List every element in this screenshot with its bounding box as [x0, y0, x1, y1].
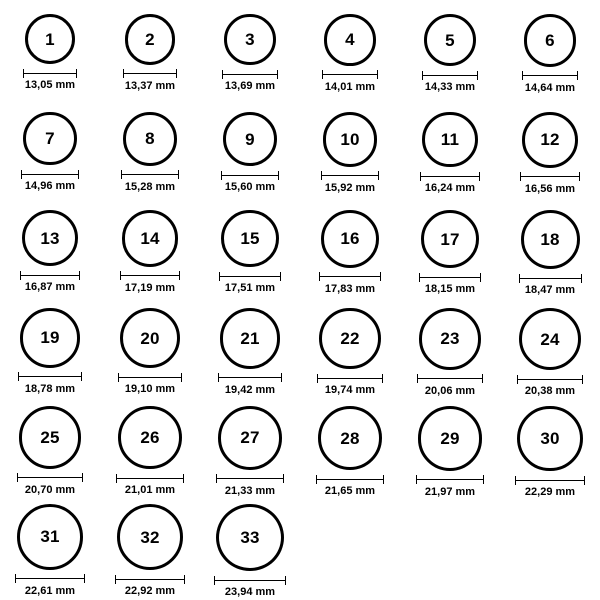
ring-size-number: 8: [145, 129, 155, 149]
caliper-bar: [422, 75, 478, 76]
diameter-label: 20,38 mm: [524, 385, 576, 398]
diameter-label: 19,42 mm: [224, 383, 276, 396]
ring-size-number: 15: [240, 229, 260, 249]
diameter-caliper: [419, 273, 481, 281]
ring-size-cell: [0, 10, 100, 108]
ring-circle: [318, 406, 382, 470]
caliper-bar: [121, 174, 179, 175]
ring-circle: [323, 112, 378, 167]
diameter-caliper: [515, 476, 584, 484]
diameter-caliper: [219, 272, 280, 280]
ring-size-cell: [500, 206, 600, 304]
ring-size-number: 11: [440, 130, 460, 150]
ring-size-cell: [0, 108, 100, 206]
ring-circle: [224, 14, 275, 65]
ring-size-number: 7: [45, 129, 55, 149]
diameter-caliper: [317, 374, 382, 382]
diameter-label: 14,01 mm: [324, 80, 376, 93]
diameter-label: 21,97 mm: [424, 485, 476, 498]
ring-size-cell: [500, 304, 600, 402]
diameter-caliper: [20, 271, 80, 279]
caliper-bar: [419, 277, 481, 278]
ring-circle: [117, 504, 183, 570]
ring-circle: [522, 112, 578, 168]
ring-size-cell: [400, 108, 500, 206]
caliper-bar: [221, 175, 279, 176]
caliper-bar: [116, 478, 183, 479]
diameter-caliper: [322, 71, 378, 79]
ring-size-number: 32: [140, 527, 160, 547]
diameter-label: 18,15 mm: [424, 283, 476, 296]
diameter-caliper: [222, 70, 277, 78]
ring-circle: [223, 112, 277, 166]
ring-size-number: 6: [545, 30, 555, 50]
ring-size-number: 22: [340, 329, 360, 349]
diameter-label: 23,94 mm: [224, 586, 276, 598]
diameter-label: 16,87 mm: [24, 281, 76, 294]
diameter-label: 16,24 mm: [424, 182, 476, 195]
diameter-caliper: [18, 373, 82, 381]
caliper-bar: [417, 378, 483, 379]
ring-size-cell: [100, 10, 200, 108]
ring-size-cell: [0, 304, 100, 402]
ring-circle: [23, 112, 76, 165]
ring-size-number: 24: [540, 329, 560, 349]
ring-circle: [324, 14, 376, 66]
caliper-bar: [420, 176, 479, 177]
diameter-caliper: [519, 274, 582, 282]
diameter-caliper: [214, 576, 286, 584]
diameter-label: 17,83 mm: [324, 282, 376, 295]
diameter-caliper: [116, 474, 183, 482]
ring-size-cell: [0, 206, 100, 304]
caliper-bar: [214, 580, 286, 581]
diameter-caliper: [23, 69, 77, 77]
ring-circle: [421, 210, 479, 268]
diameter-label: 21,65 mm: [324, 485, 376, 498]
diameter-caliper: [522, 72, 579, 80]
ring-circle: [22, 210, 78, 266]
caliper-bar: [219, 276, 280, 277]
diameter-label: 20,06 mm: [424, 384, 476, 397]
diameter-label: 22,29 mm: [524, 486, 576, 499]
ring-size-cell: [300, 304, 400, 402]
ring-circle: [321, 210, 379, 268]
caliper-bar: [15, 578, 85, 579]
ring-size-cell: [400, 402, 500, 500]
caliper-bar: [115, 579, 185, 580]
diameter-label: 15,60 mm: [224, 181, 276, 194]
ring-circle: [517, 406, 582, 471]
caliper-bar: [522, 75, 579, 76]
caliper-bar: [218, 377, 283, 378]
diameter-label: 16,56 mm: [524, 182, 576, 195]
caliper-bar: [515, 480, 584, 481]
ring-size-cell: [200, 206, 300, 304]
caliper-bar: [517, 379, 583, 380]
caliper-bar: [21, 174, 78, 175]
diameter-label: 15,92 mm: [324, 181, 376, 194]
diameter-caliper: [218, 374, 283, 382]
ring-size-number: 23: [440, 329, 460, 349]
diameter-label: 17,51 mm: [224, 282, 276, 295]
caliper-bar: [321, 175, 380, 176]
diameter-caliper: [316, 475, 384, 483]
ring-size-cell: [500, 402, 600, 500]
caliper-bar: [120, 275, 181, 276]
diameter-label: 22,92 mm: [124, 585, 176, 598]
ring-size-cell: [100, 500, 200, 598]
ring-circle: [25, 14, 75, 64]
diameter-caliper: [420, 172, 479, 180]
ring-circle: [319, 308, 380, 369]
ring-size-cell: [200, 304, 300, 402]
diameter-caliper: [417, 375, 483, 383]
caliper-bar: [520, 176, 580, 177]
ring-size-cell: [500, 10, 600, 108]
diameter-label: 18,78 mm: [24, 382, 76, 395]
ring-size-number: 16: [340, 229, 360, 249]
diameter-caliper: [221, 171, 279, 179]
ring-circle: [422, 112, 477, 167]
caliper-bar: [519, 278, 582, 279]
ring-size-number: 2: [145, 29, 155, 49]
diameter-caliper: [115, 575, 185, 583]
caliper-bar: [322, 74, 378, 75]
caliper-bar: [17, 477, 84, 478]
ring-circle: [17, 504, 83, 570]
ring-size-number: 25: [40, 427, 60, 447]
ring-circle: [221, 210, 278, 267]
diameter-label: 21,01 mm: [124, 484, 176, 497]
caliper-bar: [416, 479, 485, 480]
ring-size-cell: [100, 108, 200, 206]
ring-size-cell: [0, 500, 100, 598]
diameter-caliper: [21, 170, 78, 178]
ring-size-number: 12: [540, 130, 560, 150]
ring-size-number: 28: [340, 428, 360, 448]
ring-size-number: 5: [445, 30, 455, 50]
ring-circle: [20, 308, 80, 368]
diameter-label: 21,33 mm: [224, 484, 276, 497]
diameter-caliper: [17, 474, 84, 482]
ring-size-cell: [300, 206, 400, 304]
ring-size-number: 9: [245, 129, 255, 149]
ring-size-number: 13: [40, 228, 60, 248]
ring-size-number: 20: [140, 328, 160, 348]
ring-size-cell: [200, 402, 300, 500]
diameter-caliper: [121, 171, 179, 179]
ring-circle: [521, 210, 580, 269]
ring-size-number: 4: [345, 30, 355, 50]
diameter-label: 14,33 mm: [424, 81, 476, 94]
ring-circle: [120, 308, 180, 368]
diameter-caliper: [416, 476, 485, 484]
ring-size-number: 26: [140, 428, 160, 448]
ring-size-cell: [300, 402, 400, 500]
diameter-label: 19,10 mm: [124, 383, 176, 395]
diameter-label: 13,05 mm: [24, 79, 76, 91]
ring-size-number: 1: [45, 29, 55, 49]
ring-circle: [218, 406, 282, 470]
ring-size-number: 17: [440, 229, 460, 249]
caliper-bar: [316, 479, 384, 480]
caliper-bar: [216, 478, 284, 479]
ring-circle: [216, 504, 284, 571]
caliper-bar: [319, 276, 381, 277]
diameter-label: 19,74 mm: [324, 384, 376, 397]
ring-circle: [419, 308, 481, 370]
ring-size-number: 30: [540, 429, 560, 449]
diameter-label: 13,37 mm: [124, 79, 176, 92]
diameter-caliper: [319, 273, 381, 281]
ring-size-cell: [200, 10, 300, 108]
ring-size-cell: [200, 108, 300, 206]
ring-size-number: 29: [440, 428, 460, 448]
ring-size-cell: [300, 108, 400, 206]
ring-size-cell: [500, 108, 600, 206]
ring-circle: [123, 112, 177, 166]
caliper-bar: [20, 275, 80, 276]
diameter-label: 13,69 mm: [224, 80, 276, 93]
diameter-caliper: [120, 272, 181, 280]
ring-size-cell: [300, 10, 400, 108]
ring-size-number: 3: [245, 30, 255, 50]
diameter-label: 14,64 mm: [524, 81, 576, 94]
ring-circle: [220, 308, 281, 369]
diameter-caliper: [520, 173, 580, 181]
caliper-bar: [317, 378, 382, 379]
ring-size-number: 33: [240, 528, 260, 548]
caliper-bar: [222, 74, 277, 75]
ring-size-number: 27: [240, 428, 260, 448]
ring-circle: [19, 406, 82, 469]
diameter-caliper: [123, 70, 178, 78]
diameter-caliper: [321, 172, 380, 180]
ring-circle: [519, 308, 581, 370]
ring-size-number: 19: [40, 328, 60, 348]
ring-size-cell: [400, 304, 500, 402]
ring-size-cell: [0, 402, 100, 500]
ring-size-number: 10: [340, 129, 360, 149]
diameter-label: 22,61 mm: [24, 584, 76, 597]
diameter-label: 15,28 mm: [124, 180, 176, 193]
ring-size-cell: [100, 304, 200, 402]
ring-size-cell: [100, 402, 200, 500]
ring-circle: [418, 406, 483, 471]
ring-size-cell: [100, 206, 200, 304]
ring-size-cell: [400, 10, 500, 108]
ring-circle: [125, 14, 176, 65]
caliper-bar: [18, 376, 82, 377]
diameter-label: 18,47 mm: [524, 284, 576, 296]
ring-size-number: 21: [240, 328, 260, 348]
diameter-caliper: [15, 575, 85, 583]
diameter-caliper: [517, 375, 583, 383]
diameter-caliper: [422, 71, 478, 79]
ring-circle: [122, 210, 179, 267]
diameter-caliper: [216, 475, 284, 483]
ring-size-number: 31: [40, 527, 60, 547]
ring-size-cell: [400, 206, 500, 304]
caliper-bar: [118, 377, 182, 378]
diameter-caliper: [118, 373, 182, 381]
diameter-label: 14,96 mm: [24, 180, 76, 193]
ring-circle: [118, 406, 181, 469]
ring-circle: [424, 14, 476, 66]
ring-size-number: 14: [140, 228, 160, 248]
diameter-label: 17,19 mm: [124, 281, 176, 294]
ring-circle: [524, 14, 577, 67]
caliper-bar: [23, 73, 77, 74]
ring-grid: [0, 10, 600, 598]
diameter-label: 20,70 mm: [24, 483, 76, 496]
ring-size-number: 18: [540, 230, 560, 249]
caliper-bar: [123, 73, 178, 74]
ring-size-cell: [200, 500, 300, 598]
